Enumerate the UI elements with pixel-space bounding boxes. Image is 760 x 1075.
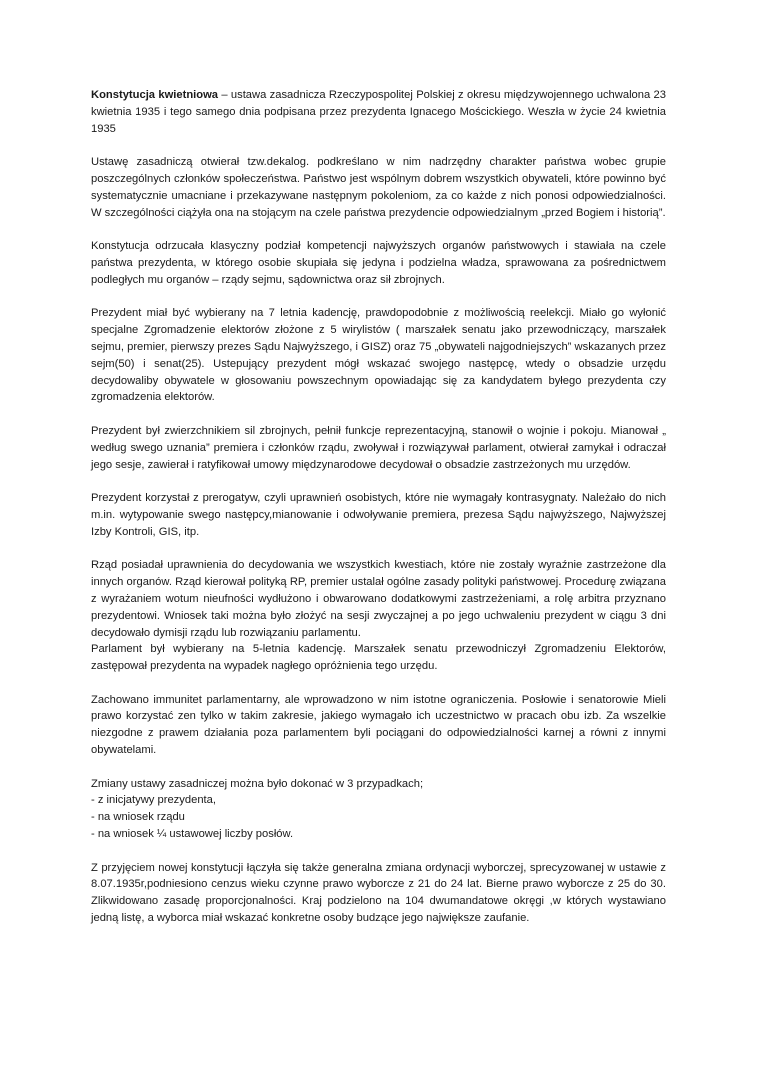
paragraph-immunitet: Zachowano immunitet parlamentarny, ale wprowadzono w nim istotne ograniczenia. Posłowie i senatorowie Mieli prawo korzystać zen tylko w takim zakresie, jakiego wymagało ich uczestnictwo w pracach obu izb. Za wszelkie niezgodne z prawem działania poza parlamentem byli pociągani do odpowiedzialności karnej a równi z innymi obywatelami. xyxy=(91,693,666,757)
document-title: Konstytucja kwietniowa xyxy=(91,89,219,101)
intro-text: – ustawa zasadnicza Rzeczypospolitej Polskiej z okresu międzywojennego uchwalona 23 kwietnia 1935 i tego samego dnia podpisana przez prezydenta Ignacego Mościckiego. Weszła w życie 24 kwietnia 1935 xyxy=(91,89,666,135)
list-item: - z inicjatywy prezydenta, xyxy=(91,794,216,807)
paragraph-dekalog: Ustawę zasadniczą otwierał tzw.dekalog. podkreślano w nim nadrzędny charakter państwa wobec grupie poszczególnych członków społeczeństwa. Państwo jest wspólnym dobrem wszystkich obywateli, które powinno być systematycznie umacniane i przekazywane następnym pokoleniom, za co każde z nich ponosi odpowiedzialności. W szczególności ciążyła ona na stojącym na czele państwa prezydencie odpowiedzialnym „przed Bogiem i historią”. xyxy=(91,156,666,219)
changes-list xyxy=(91,792,666,842)
changes-intro: Zmiany ustawy zasadniczej można było dokonać w 3 przypadkach; xyxy=(91,777,424,790)
paragraph-podzial-kompetencji: Konstytucja odrzucała klasyczny podział kompetencji najwyższych organów państwowych i stawiała na czele państwa prezydenta, w którego osobie skupiała się jedyna i podzielna władza, sprawowana za pośrednictwem podległych mu organów – rządy sejmu, sądownictwa oraz sił zbrojnych. xyxy=(91,240,666,286)
paragraph-uprawnienia-prezydenta: Prezydent był zwierzchnikiem sil zbrojnych, pełnił funkcje reprezentacyjną, stanowił o wojnie i pokoju. Mianował „ według swego uznania” premiera i członków rządu, zwoływał i rozwiązywał parlament, otwierał zamykał i odraczał jego sesje, zawierał i ratyfikował umowy międzynarodowe decydował o obsadzie zastrzeżonych mu urzędów. xyxy=(91,424,666,471)
paragraph-prerogatywy: Prezydent korzystał z prerogatyw, czyli uprawnień osobistych, które nie wymagały kontrasygnaty. Należało do nich m.in. wytypowanie swego następcy,mianowanie i odwoływanie premiera, prezesa Sądu najwyższego, Najwyższej Izby Kontroli, GIS, itp. xyxy=(91,492,666,538)
paragraph-wybor-prezydenta: Prezydent miał być wybierany na 7 letnia kadencję, prawdopodobnie z możliwością reelekcji. Miało go wyłonić specjalne Zgromadzenie elektorów złożone z 5 wirylistów ( marszałek senatu jako przewodniczący, marszałek sejmu, premier, pierwszy prezes Sądu Najwyższego, i GISZ) oraz 75 „obywateli najgodniejszych” wskazanych przez sejm(50) i senat(25). Ustepujący prezydent mógł wskazać swojego następcę, wtedy o obsadzie urzędu decydowaliby obywatele w głosowaniu powszechnym opowiadając się za kandydatem byłego prezydenta czy zgromadzenia elektorów. xyxy=(91,307,666,404)
paragraph-ordynacja: Z przyjęciem nowej konstytucji łączyła się także generalna zmiana ordynacji wyborczej, sprecyzowanej w ustawie z 8.07.1935r,podniesiono cenzus wieku czynne prawo wyborcze z 21 do 24 lat. Bierne prawo wyborcze z 25 do 30. Zlikwidowano zasadę proporcjonalności. Kraj podzielono na 104 dwumandatowe okręgi ,w których wystawiano jedną listę, a wyborca miał wskazać konkretne osoby budzące jego największe zaufanie. xyxy=(91,861,666,925)
paragraph-parlament: Parlament był wybierany na 5-letnia kadencję. Marszałek senatu przewodniczył Zgromadzeniu Elektorów, zastępował prezydenta na wypadek nagłego opróżnienia tego urzędu. xyxy=(91,643,666,673)
intro-paragraph xyxy=(91,87,666,137)
list-item: - na wniosek rządu xyxy=(91,811,185,824)
paragraph-rzad: Rząd posiadał uprawnienia do decydowania we wszystkich kwestiach, które nie zostały wyraźnie zastrzeżone dla innych organów. Rząd kierował polityką RP, premier ustalał ogólne zasady polityki państwowej. Procedurę związana z wyrażaniem wotum nieufności wydłużono i obwarowano dodatkowymi zastrzeżeniami, a rolę arbitra przyznano prezydentowi. Wniosek taki można było złożyć na sesji zwyczajnej a po jego uchwaleniu prezydent w ciągu 3 dni decydowało dymisji rządu lub rozwiązaniu parlamentu. xyxy=(91,559,666,639)
list-item: - na wniosek ¼ ustawowej liczby posłów. xyxy=(91,828,294,841)
